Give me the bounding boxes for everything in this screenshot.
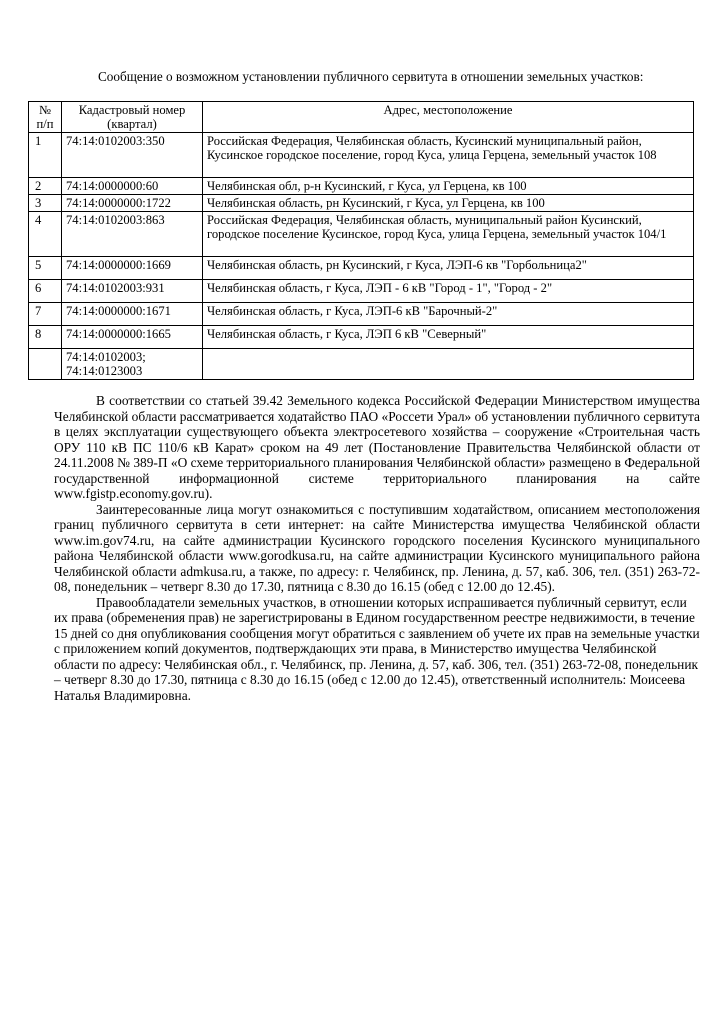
table-row [29, 280, 694, 303]
row-number: 8 [29, 326, 62, 349]
row-address: Российская Федерация, Челябинская область, Кусинский муниципальный район, Кусинское городское поселение, город Куса, улица Герцена, земельный участок 108 [203, 133, 694, 178]
row-number [29, 349, 62, 380]
row-address: Челябинская область, рн Кусинский, г Куса, ЛЭП-6 кв "Горбольница2" [203, 257, 694, 280]
header-cadastral: Кадастровый номер (квартал) [62, 102, 203, 133]
row-cadastral: 74:14:0000000:1669 [62, 257, 203, 280]
row-cadastral: 74:14:0000000:1665 [62, 326, 203, 349]
row-cadastral: 74:14:0000000:1671 [62, 303, 203, 326]
table-row [29, 326, 694, 349]
row-address [203, 349, 694, 380]
row-address: Челябинская область, г Куса, ЛЭП-6 кВ "Барочный-2" [203, 303, 694, 326]
row-number: 4 [29, 212, 62, 257]
row-cadastral: 74:14:0102003; 74:14:0123003 [62, 349, 203, 380]
table-row [29, 195, 694, 212]
row-address: Челябинская область, рн Кусинский, г Куса, ул Герцена, кв 100 [203, 195, 694, 212]
row-address: Челябинская область, г Куса, ЛЭП 6 кВ "Северный" [203, 326, 694, 349]
row-number: 7 [29, 303, 62, 326]
paragraph-review: В соответствии со статьей 39.42 Земельного кодекса Российской Федерации Министерством имущества Челябинской области рассматривается ходатайство ПАО «Россети Урал» об установлении публичного сервитута в целях эксплуатации существующего объекта электросетевого хозяйства – сооружение «Строительная часть ОРУ 110 кВ ПС 110/6 кВ Карат» сроком на 49 лет (Постановление Правительства Челябинской области от 24.11.2008 № 389-П «О схеме территориального планирования Челябинской области» размещено в Федеральной государственной информационной системе территориального планирования на сайте www.fgistp.economy.gov.ru). [54, 393, 700, 501]
row-cadastral: 74:14:0000000:1722 [62, 195, 203, 212]
table-header-row [29, 102, 694, 133]
notice-heading: Сообщение о возможном установлении публичного сервитута в отношении земельных участков: [98, 69, 644, 84]
table-row [29, 349, 694, 380]
header-number: № п/п [29, 102, 62, 133]
paragraph-rightholders: Правообладатели земельных участков, в отношении которых испрашивается публичный сервитут, если их права (обременения прав) не зарегистрированы в Едином государственном реестре недвижимости, в течение 15 дней со дня опубликования сообщения могут обратиться с заявлением об учете их прав на земельные участки с приложением копий документов, подтверждающих эти права, в Министерство имущества Челябинской области по адресу: Челябинская обл., г. Челябинск, пр. Ленина, д. 57, каб. 306, тел. (351) 263-72-08, понедельник – четверг 8.30 до 17.30, пятница с 8.30 до 16.15 (обед с 12.00 до 12.45), ответственный исполнитель: Моисеева Наталья Владимировна. [54, 594, 700, 703]
notice-body [54, 393, 700, 703]
row-number: 3 [29, 195, 62, 212]
table-row [29, 133, 694, 178]
header-address: Адрес, местоположение [203, 102, 694, 133]
row-number: 6 [29, 280, 62, 303]
row-address: Челябинская область, г Куса, ЛЭП - 6 кВ "Город - 1", "Город - 2" [203, 280, 694, 303]
row-number: 5 [29, 257, 62, 280]
table-row [29, 257, 694, 280]
table-row [29, 212, 694, 257]
table-row [29, 303, 694, 326]
row-cadastral: 74:14:0102003:350 [62, 133, 203, 178]
row-address: Российская Федерация, Челябинская область, муниципальный район Кусинский, городское поселение Кусинское, город Куса, улица Герцена, земельный участок 104/1 [203, 212, 694, 257]
row-cadastral: 74:14:0102003:931 [62, 280, 203, 303]
row-cadastral: 74:14:0000000:60 [62, 178, 203, 195]
paragraph-familiarize: Заинтересованные лица могут ознакомиться с поступившим ходатайством, описанием местоположения границ публичного сервитута в сети интернет: на сайте Министерства имущества Челябинской области www.im.gov74.ru, на сайте администрации Кусинского городского поселения Кусинского муниципального района Челябинской области www.gorodkusa.ru, на сайте администрации Кусинского муниципального района Челябинской области admkusa.ru, а также, по адресу: г. Челябинск, пр. Ленина, д. 57, каб. 306, тел. (351) 263-72-08, понедельник – четверг 8.30 до 17.30, пятница с 8.30 до 16.15 (обед с 12.00 до 12.45). [54, 501, 700, 594]
table-row [29, 178, 694, 195]
row-number: 2 [29, 178, 62, 195]
land-plots-table [28, 101, 694, 380]
row-address: Челябинская обл, р-н Кусинский, г Куса, ул Герцена, кв 100 [203, 178, 694, 195]
row-cadastral: 74:14:0102003:863 [62, 212, 203, 257]
row-number: 1 [29, 133, 62, 178]
